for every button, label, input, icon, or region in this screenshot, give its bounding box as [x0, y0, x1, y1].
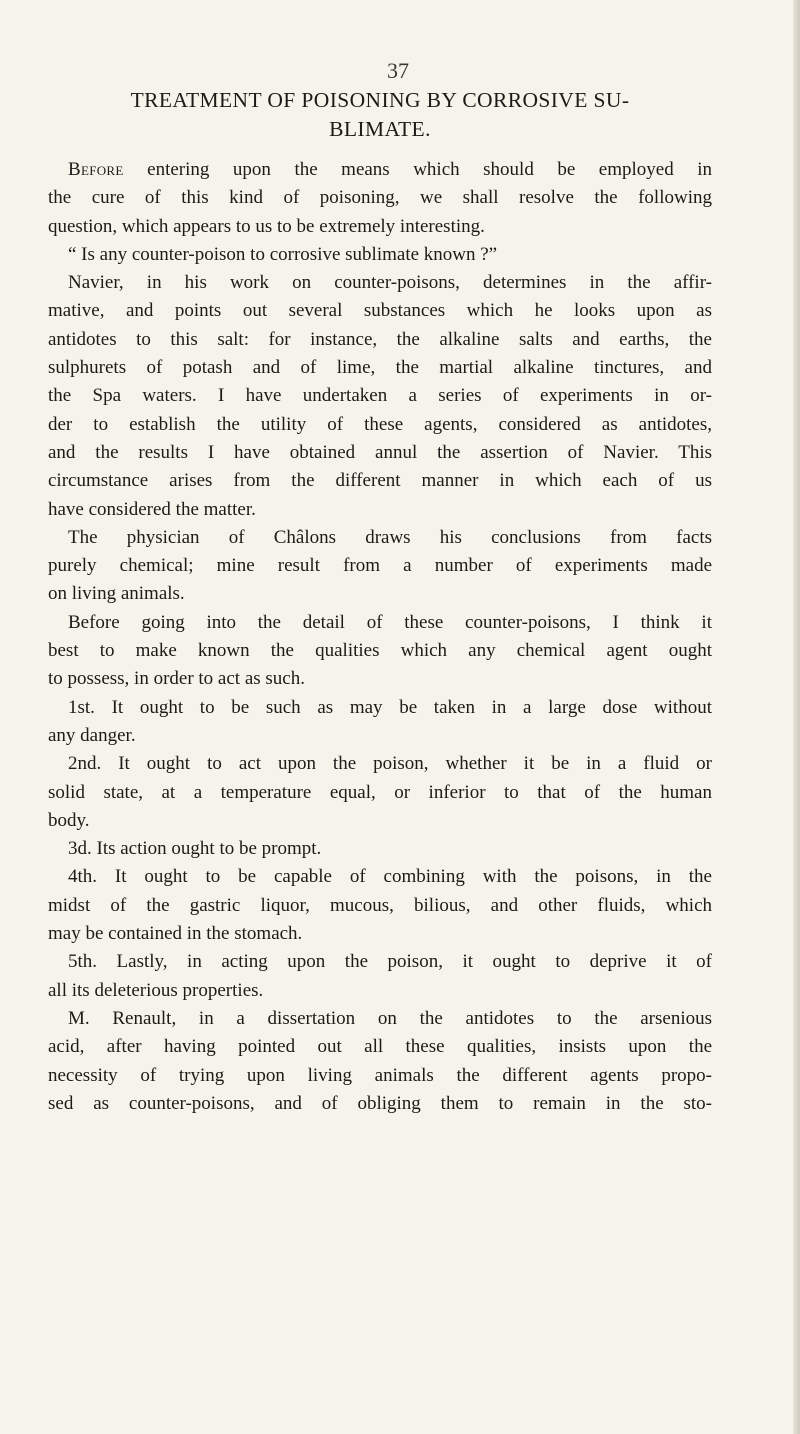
lead-word: Before: [68, 159, 124, 180]
text-line: sed as counter-poisons, and of obliging them to remain in the sto-: [48, 1092, 712, 1114]
text-line: any danger.: [48, 724, 136, 746]
text-line: the Spa waters. I have undertaken a series of experiments in or-: [48, 385, 712, 407]
page-number: 37: [387, 58, 409, 83]
text-line: Before going into the detail of these counter-poisons, I think it: [68, 611, 712, 633]
text-line: circumstance arises from the different manner in which each of us: [48, 470, 712, 492]
text-line: the cure of this kind of poisoning, we shall resolve the following: [48, 187, 712, 209]
chapter-title-line-2: BLIMATE.: [329, 117, 431, 141]
text-line: Before entering upon the means which should be employed in: [68, 159, 712, 180]
text-line: 2nd. It ought to act upon the poison, whether it be in a fluid or: [68, 753, 712, 775]
text-line: Navier, in his work on counter-poisons, determines in the affir-: [68, 272, 712, 294]
text-line: body.: [48, 809, 90, 831]
text-line: have considered the matter.: [48, 498, 256, 520]
text-line: to possess, in order to act as such.: [48, 668, 305, 690]
text-line: “ Is any counter-poison to corrosive sublimate known ?”: [68, 243, 498, 265]
text-line: purely chemical; mine result from a number of experiments made: [48, 555, 712, 577]
text-line: may be contained in the stomach.: [48, 923, 303, 945]
text-line: sulphurets of potash and of lime, the martial alkaline tinctures, and: [48, 357, 712, 379]
text-line: best to make known the qualities which any chemical agent ought: [48, 640, 712, 662]
text-line: The physician of Châlons draws his conclusions from facts: [68, 526, 712, 548]
chapter-title-line-1: TREATMENT OF POISONING BY CORROSIVE SU-: [130, 88, 630, 112]
text-line: 3d. Its action ought to be prompt.: [68, 838, 322, 860]
text-line: 4th. It ought to be capable of combining with the poisons, in the: [68, 866, 712, 888]
text-line: M. Renault, in a dissertation on the antidotes to the arsenious: [68, 1007, 712, 1029]
text-line: 1st. It ought to be such as may be taken in a large dose without: [68, 696, 712, 718]
page-text: [48, 58, 712, 1118]
text-line: 5th. Lastly, in acting upon the poison, it ought to deprive it of: [68, 951, 712, 973]
body-text: [48, 156, 712, 1118]
text-line: der to establish the utility of these agents, considered as antidotes,: [48, 413, 712, 435]
text-line: acid, after having pointed out all these qualities, insists upon the: [48, 1036, 712, 1058]
text-line: mative, and points out several substances which he looks upon as: [48, 300, 712, 322]
text-line: and the results I have obtained annul the assertion of Navier. This: [48, 441, 712, 463]
page-edge: [793, 0, 800, 1434]
text-line: antidotes to this salt: for instance, the alkaline salts and earths, the: [48, 328, 712, 350]
text-line: solid state, at a temperature equal, or inferior to that of the human: [48, 781, 712, 803]
text-line: on living animals.: [48, 583, 185, 605]
text-line: necessity of trying upon living animals the different agents propo-: [48, 1064, 712, 1086]
text-line: all its deleterious properties.: [48, 979, 264, 1001]
text-line: midst of the gastric liquor, mucous, bilious, and other fluids, which: [48, 894, 712, 916]
chapter-title: [48, 86, 712, 144]
text-line: question, which appears to us to be extremely interesting.: [48, 215, 485, 237]
